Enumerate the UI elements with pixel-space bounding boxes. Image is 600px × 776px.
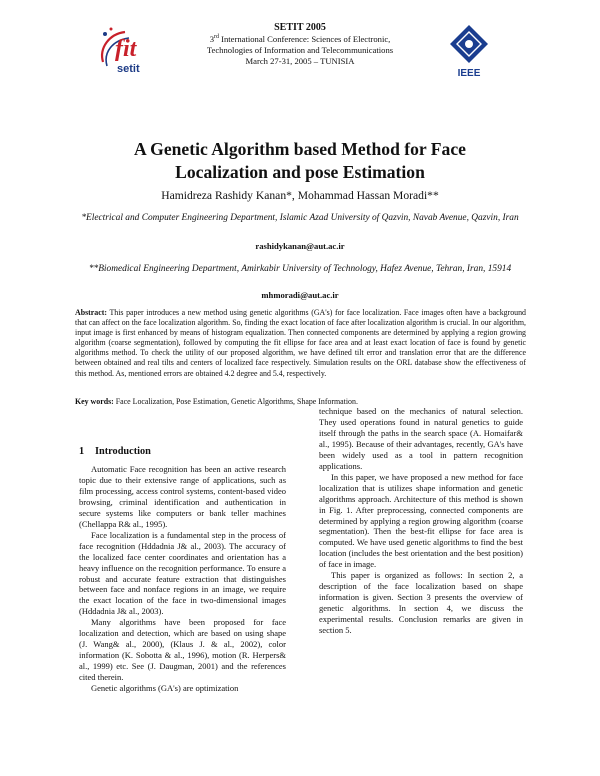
email-1: rashidykanan@aut.ac.ir	[255, 241, 345, 251]
left-column	[79, 446, 286, 694]
paragraph: Genetic algorithms (GA's) are optimization	[91, 683, 239, 694]
paragraph: technique based on the mechanics of natural selection. They used operations found in natural genetics to guide itself through the paths in the search space (A. Homaifar& al., 1995). Because of their advantages, recently, GA's have been widely used as a tool in pattern recognition applications.	[319, 406, 523, 471]
ieee-logo	[445, 22, 493, 80]
paragraph: Automatic Face recognition has been an active research topic due to their extensive range of applications, such as film processing, access control systems, content-based video browsing, criminal identification and authentication in secure systems like computers or bank teller machines (Chellappa R& al., 1995).	[79, 464, 286, 529]
ieee-logo-text: IEEE	[457, 68, 481, 79]
abstract-label: Abstract:	[75, 308, 107, 317]
email-2: mhmoradi@aut.ac.ir	[261, 290, 339, 300]
paragraph: In this paper, we have proposed a new method for face localization that is utilizes shape information and genetic algorithms approach. Architecture of this method is shown in Fig. 1. After preprocessing, connected components are determined by applying a region growing algorithm (coarse segmentation). Then the best-fit ellipse for face area is computed. We have used genetic algorithms to find the best location (includes the best orientation and the best position) of face in image.	[319, 471, 523, 570]
conference-line1: 3rd International Conference: Sciences of Electronic,	[209, 34, 391, 44]
keywords-text: Face Localization, Pose Estimation, Genetic Algorithms, Shape Information.	[115, 397, 358, 406]
paragraph: Many algorithms have been proposed for face localization and detection, which are based on using shape (J. Wang& al., 2000), (Klaus J. & al., 2002), color information (K. Sobotta & al., 1996), motion (R. Herpers& al., 1999) etc. See (J. Daugman, 2001) and the references cited therein.	[79, 617, 286, 683]
affiliation-2: **Biomedical Engineering Department, Amirkabir University of Technology, Hafez Avenue, Tehran, Iran, 15914	[88, 264, 512, 274]
abstract-text: This paper introduces a new method using genetic algorithms (GA's) for face localization. Face images often have a background that can affect on the face localization algorithm. So, finding the exact location of face after localization algorithm is crucial. In our algorithm, input image is first enhanced by means of histogram equalization. Then connected components are determined by applying a region growing algorithm (coarse segmentation), followed by computing the fit ellipse for face area and at least exact location of face is found by genetic algorithms method. To check the utility of our proposed algorithm, we have defined tilt error and translation error that are the difference between obtained and real tilts and centers of localized face respectively. Simulation results on the ORL database show the effectiveness of this method. As, mentioned errors are obtained 4.2 degree and 5.4, respectively.	[75, 308, 526, 378]
conference-line2: Technologies of Information and Telecommunications	[206, 45, 394, 55]
affiliation-1: *Electrical and Computer Engineering Department, Islamic Azad University of Qazvin, Navab Avenue, Qazvin, Iran	[81, 213, 519, 223]
section-number: 1	[79, 446, 85, 457]
setit-logo	[95, 22, 157, 78]
abstract	[75, 308, 526, 379]
setit-logo-text: setit	[117, 63, 140, 75]
conference-header	[180, 22, 420, 67]
svg-text:fit: fit	[115, 36, 137, 62]
paper-title: A Genetic Algorithm based Method for Face Localization and pose Estimation	[134, 139, 466, 182]
section-title: Introduction	[95, 446, 151, 457]
conference-name: SETIT 2005	[274, 22, 326, 33]
paragraph: Face localization is a fundamental step in the process of face recognition (Hddadnia J& al., 2003). The accuracy of the localized face center coordinates and orientation has a heavy influence on the recognition performance. To ensure a robust and accurate feature extraction that distinguishes between face and nonface regions in an image, we require the exact location of the face in two-dimensional images (Hddadnia J& al., 2003).	[79, 529, 286, 617]
keywords-label: Key words:	[75, 397, 114, 406]
section-heading	[79, 446, 286, 458]
authors: Hamidreza Rashidy Kanan*, Mohammad Hassan Moradi**	[161, 189, 439, 202]
conference-date: March 27-31, 2005 – TUNISIA	[245, 56, 355, 66]
right-column	[319, 406, 523, 636]
paragraph: This paper is organized as follows: In section 2, a description of the face localization based on shape information is given. Section 3 presents the overview of genetic algorithms. In section 4, we discuss the experimental results. Conclusion remarks are given in section 5.	[319, 570, 523, 636]
